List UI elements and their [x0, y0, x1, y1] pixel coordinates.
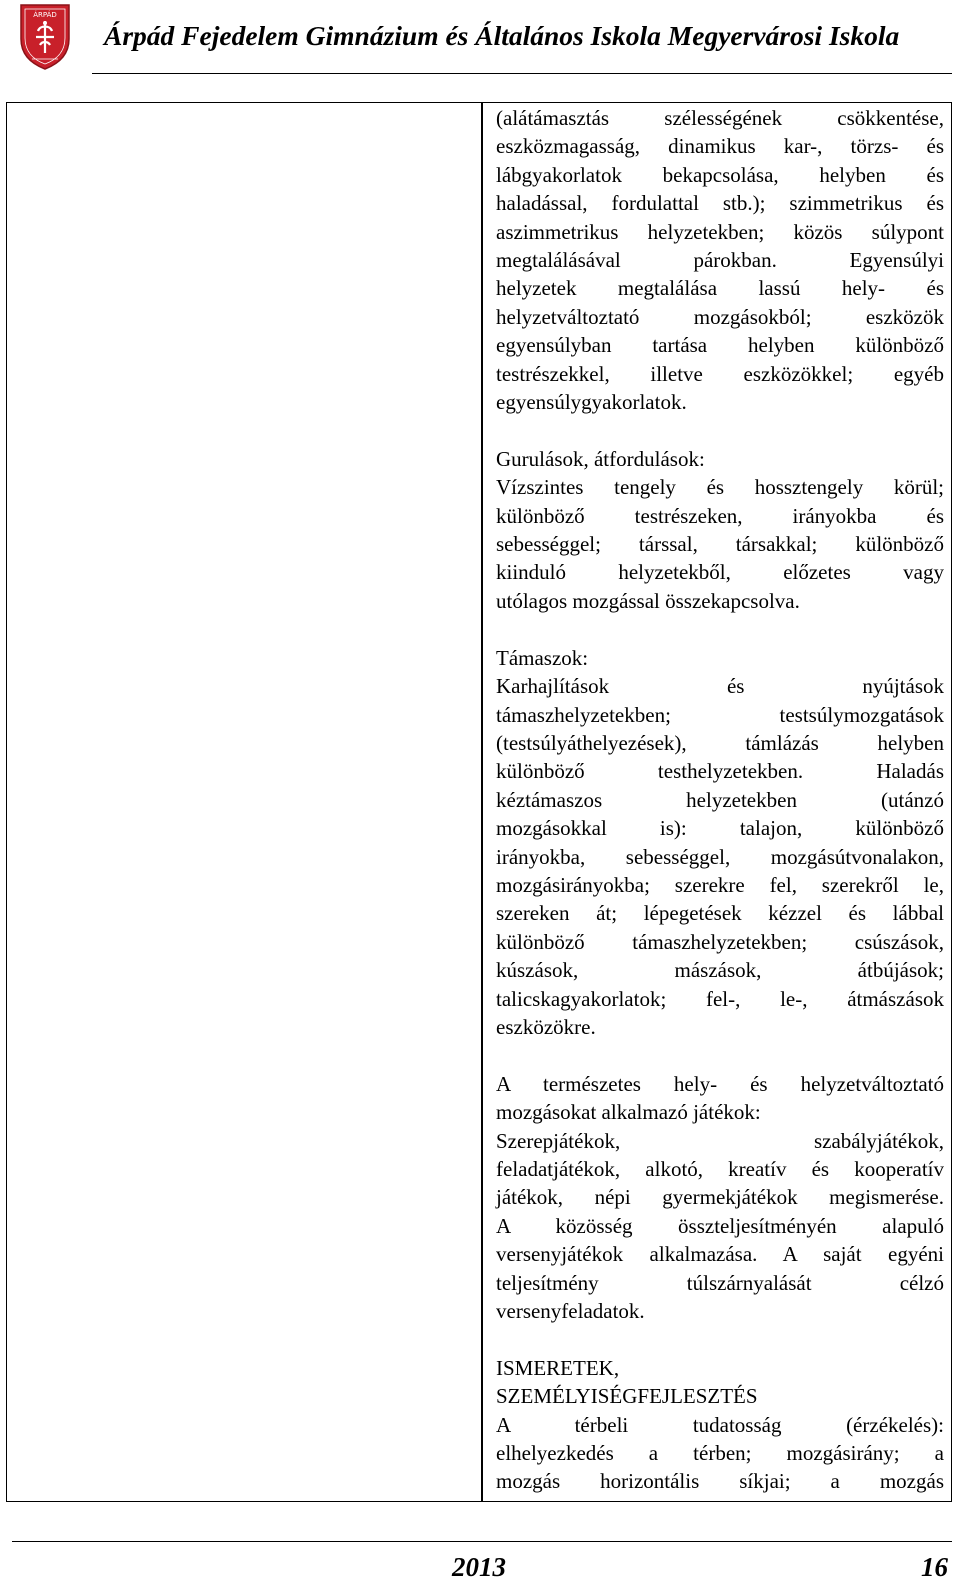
section-heading-supports: Támaszok:: [496, 645, 589, 670]
text-line: egyensúlyban tartása helyben különböző: [496, 333, 944, 358]
section-heading-personality: SZEMÉLYISÉGFEJLESZTÉS: [496, 1384, 758, 1409]
table-column-divider: [481, 102, 483, 1502]
text-line: A közösség összteljesítményén alapuló: [496, 1213, 944, 1238]
text-line: mozgásokat alkalmazó játékok:: [496, 1100, 761, 1125]
text-line: elhelyezkedés a térben; mozgásirány; a: [496, 1441, 944, 1466]
text-line: versenyjátékok alkalmazása. A saját egyéni: [496, 1242, 944, 1267]
text-line: (testsúlyáthelyezések), támlázás helyben: [496, 730, 944, 755]
page-number: 16: [921, 1552, 948, 1582]
section-heading-knowledge: ISMERETEK,: [496, 1355, 620, 1380]
text-line: utólagos mozgással összekapcsolva.: [496, 588, 800, 613]
text-line: kúszások, mászások, átbújások;: [496, 958, 944, 983]
text-line: támaszhelyzetekben; testsúlymozgatások: [496, 702, 944, 727]
text-line: mozgás horizontális síkjai; a mozgás: [496, 1469, 944, 1494]
text-line: szereken át; lépegetések kézzel és lábbal: [496, 901, 944, 926]
footer-year: 2013: [452, 1552, 506, 1582]
text-line: mozgásirányokba; szerekre fel, szerekről le,: [496, 872, 944, 897]
text-line: Karhajlítások és nyújtások: [496, 674, 944, 699]
text-line: talicskagyakorlatok; fel-, le-, átmászások: [496, 986, 944, 1011]
text-line: különböző támaszhelyzetekben; csúszások,: [496, 929, 944, 954]
text-line: egyensúlygyakorlatok.: [496, 390, 687, 415]
text-line: feladatjátékok, alkotó, kreatív és kooperatív: [496, 1156, 944, 1181]
text-line: lábgyakorlatok bekapcsolása, helyben és: [496, 162, 944, 187]
text-line: Vízszintes tengely és hossztengely körül;: [496, 475, 944, 500]
school-name-title: Árpád Fejedelem Gimnázium és Általános Iskola Megyervárosi Iskola: [104, 20, 900, 51]
text-line: eszközökre.: [496, 1014, 596, 1039]
text-line: haladással, fordulattal stb.); szimmetrikus és: [496, 191, 944, 216]
paragraph-supports: [496, 644, 944, 1042]
paragraph-rolls: [496, 445, 944, 615]
text-line: teljesítmény túlszárnyalását célzó: [496, 1270, 944, 1295]
text-line: kiinduló helyzetekből, előzetes vagy: [496, 560, 944, 585]
text-line: aszimmetrikus helyzetekben; közös súlypont: [496, 219, 944, 244]
text-line: Szerepjátékok, szabályjátékok,: [496, 1128, 944, 1153]
text-line: testrészekkel, illetve eszközökkel; egyéb: [496, 361, 944, 386]
footer-divider: [12, 1541, 952, 1542]
paragraph-balance-exercises: [496, 104, 944, 416]
paragraph-games: [496, 1070, 944, 1326]
table-right-cell-text: [496, 104, 944, 1524]
text-line: megtalálásával párokban. Egyensúlyi: [496, 248, 944, 273]
text-line: különböző testhelyzetekben. Haladás: [496, 759, 944, 784]
text-line: kéztámaszos helyzetekben (utánzó: [496, 787, 944, 812]
text-line: eszközmagasság, dinamikus kar-, törzs- és: [496, 134, 944, 159]
text-line: helyzetváltoztató mozgásokból; eszközök: [496, 304, 944, 329]
text-line: sebességgel; társsal, társakkal; különböző: [496, 532, 944, 557]
section-heading-rolls: Gurulások, átfordulások:: [496, 446, 705, 471]
text-line: A természetes hely- és helyzetváltoztató: [496, 1071, 944, 1096]
text-line: irányokba, sebességgel, mozgásútvonalakon,: [496, 844, 944, 869]
paragraph-knowledge: [496, 1354, 944, 1496]
text-line: versenyfeladatok.: [496, 1299, 645, 1324]
text-line: játékok, népi gyermekjátékok megismerése.: [496, 1185, 944, 1210]
text-line: különböző testrészeken, irányokba és: [496, 503, 944, 528]
text-line: A térbeli tudatosság (érzékelés):: [496, 1412, 944, 1437]
school-crest-logo: [18, 3, 72, 71]
text-line: (alátámasztás szélességének csökkentése,: [496, 106, 944, 130]
page-header: [0, 0, 960, 76]
svg-text:ÁRPÁD: ÁRPÁD: [33, 11, 57, 19]
header-divider: [92, 73, 952, 74]
text-line: helyzetek megtalálása lassú hely- és: [496, 276, 944, 301]
text-line: mozgásokkal is): talajon, különböző: [496, 816, 944, 841]
